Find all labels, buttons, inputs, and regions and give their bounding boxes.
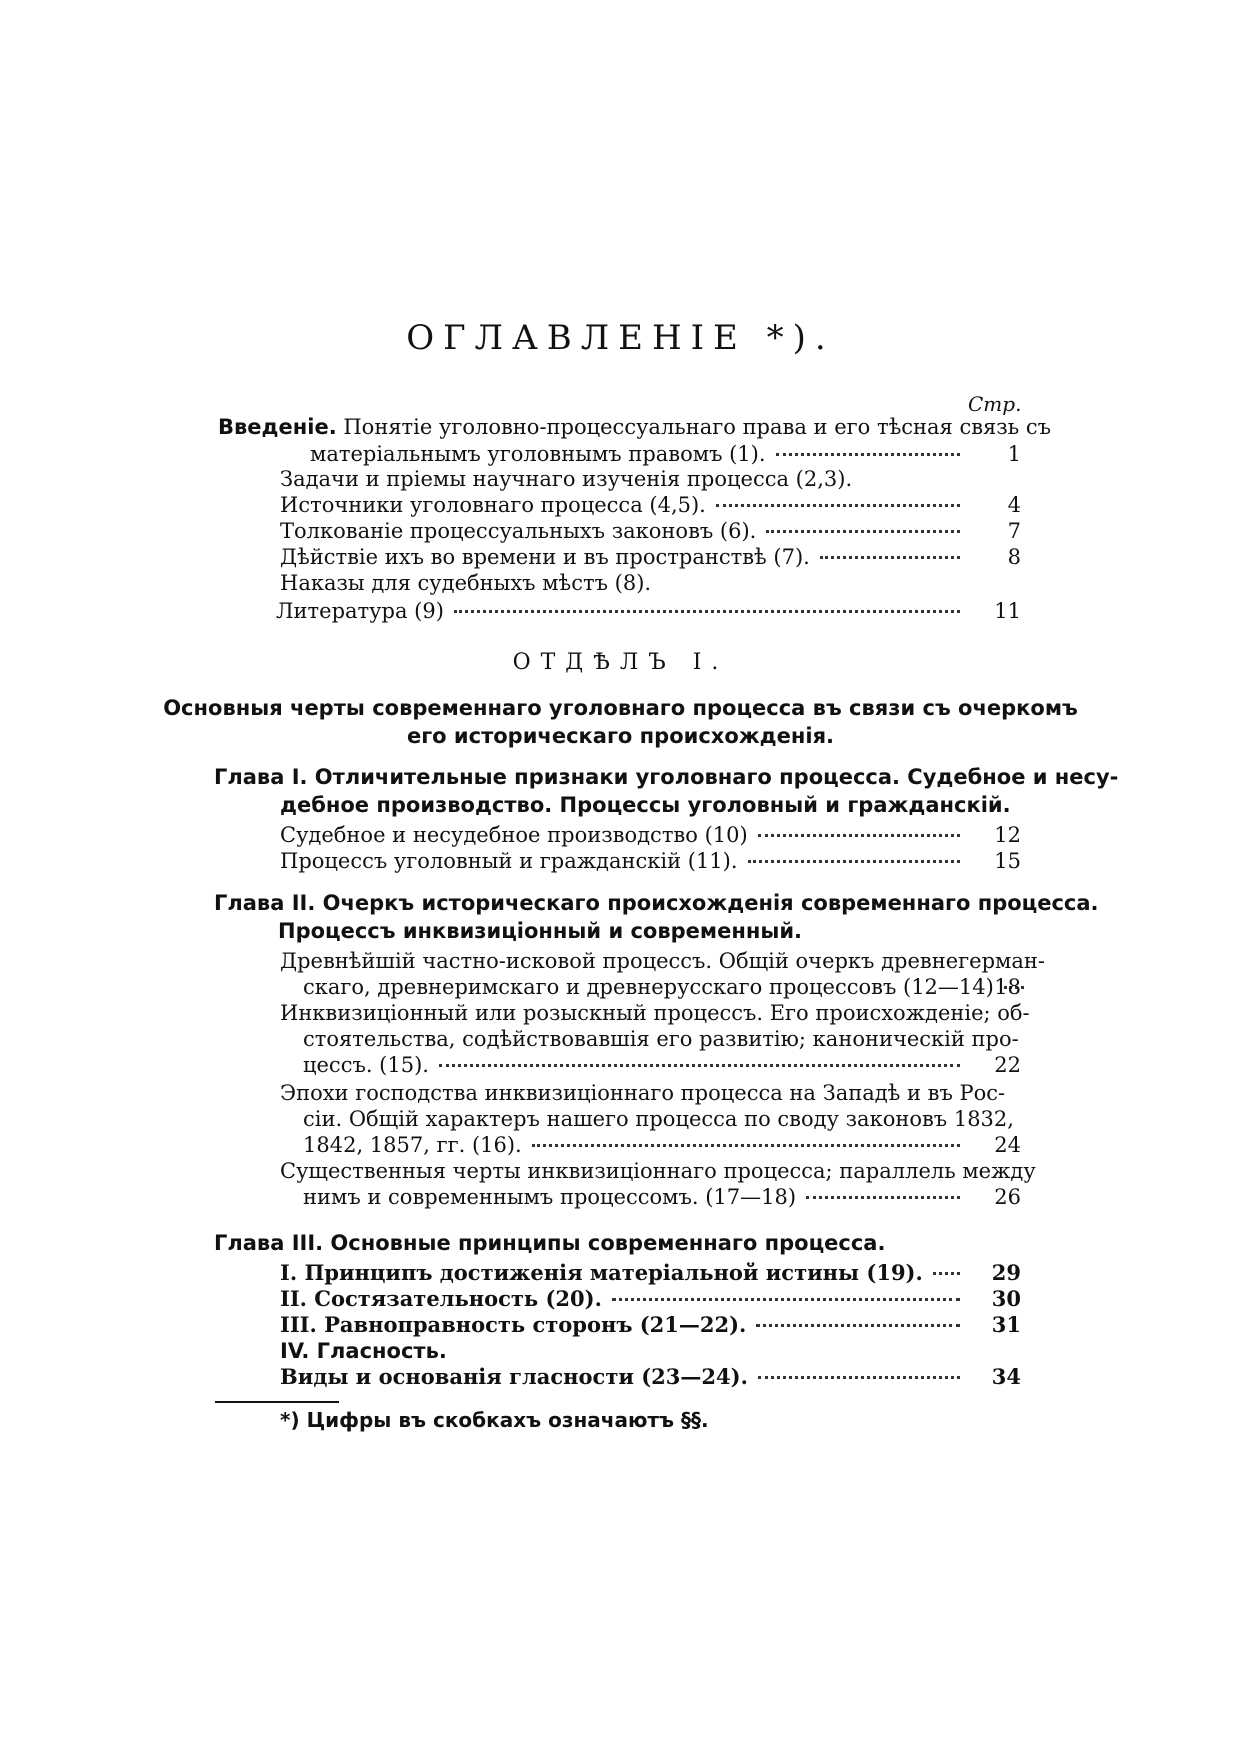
entry-page: 30 [991, 1286, 1021, 1311]
entry-text: цессъ. (15). [303, 1053, 429, 1077]
entry-page: 1 [1007, 442, 1021, 466]
entry-text: Литература (9) [276, 599, 444, 623]
toc-entry[interactable] [303, 1052, 970, 1078]
dot-leader [439, 1064, 960, 1067]
toc-entry[interactable] [310, 441, 970, 467]
toc-entry[interactable] [280, 518, 970, 544]
section-heading-2: его историческаго происхожденiя. [406, 724, 835, 748]
toc-entry-line[interactable]: Эпохи господства инквизицiоннаго процесса на Западѣ и въ Рос- [280, 1081, 1006, 1105]
entry-text: матерiальнымъ уголовнымъ правомъ (1). [310, 442, 766, 466]
entry-page: 15 [994, 849, 1021, 873]
entry-text: II. Состязательность (20). [280, 1286, 602, 1311]
toc-entry[interactable] [280, 544, 970, 570]
entry-text: I. Принципъ достиженiя матерiальной истины (19). [280, 1260, 923, 1285]
toc-entry[interactable] [280, 492, 970, 518]
toc-entry-line[interactable]: Существенныя черты инквизицiоннаго процесса; параллель между [280, 1159, 1036, 1183]
entry-text: Источники уголовнаго процесса (4,5). [280, 493, 706, 517]
entry-text: Толкованiе процессуальныхъ законовъ (6). [280, 519, 757, 543]
toc-entry[interactable] [280, 822, 970, 848]
entry-text: Дѣйствiе ихъ во времени и въ пространствѣ (7). [280, 545, 810, 569]
entry-page: 7 [1007, 519, 1021, 543]
toc-entry[interactable]: Наказы для судебныхъ мѣстъ (8). [280, 571, 652, 595]
dot-leader [748, 860, 960, 863]
intro-label: Введенiе. [218, 415, 337, 439]
dot-leader [776, 453, 960, 456]
toc-entry[interactable] [280, 1260, 970, 1286]
footnote-rule [215, 1401, 339, 1403]
dot-leader [756, 1324, 960, 1327]
toc-entry-line: сiи. Общiй характеръ нашего процесса по своду законовъ 1832, [303, 1107, 1014, 1131]
intro-line-1 [218, 414, 1051, 440]
dot-leader [758, 834, 960, 837]
dot-leader [820, 556, 960, 559]
toc-entry[interactable] [303, 1132, 970, 1158]
page-title: ОГЛАВЛЕНIЕ *). [406, 318, 835, 358]
dot-leader [532, 1144, 960, 1147]
intro-text-1: Понятiе уголовно-процессуальнаго права и его тѣсная связь съ [343, 415, 1051, 439]
entry-text: 1842, 1857, гг. (16). [303, 1133, 522, 1157]
footnote: *) Цифры въ скобкахъ означаютъ §§. [280, 1408, 709, 1432]
page-column-label: Стр. [968, 392, 1022, 416]
entry-text: Судебное и несудебное производство (10) [280, 823, 748, 847]
dot-leader [806, 1196, 960, 1199]
toc-entry[interactable] [280, 1312, 970, 1338]
entry-page: 8 [1007, 545, 1021, 569]
toc-entry[interactable] [276, 598, 970, 624]
entry-page: 34 [991, 1364, 1021, 1389]
entry-page: 22 [994, 1053, 1021, 1077]
dot-leader [612, 1298, 960, 1301]
section-heading-1: Основныя черты современнаго уголовнаго процесса въ связи съ очеркомъ [163, 696, 1078, 720]
entry-page: 24 [994, 1133, 1021, 1157]
toc-entry-line[interactable]: Инквизицiонный или розыскный процессъ. Его происхожденiе; об- [280, 1001, 1030, 1025]
entry-text: Виды и основанiя гласности (23—24). [280, 1364, 748, 1389]
chapter-1-heading-1[interactable]: Глава I. Отличительные признаки уголовнаго процесса. Судебное и несу- [214, 765, 1119, 789]
entry-text: III. Равноправность сторонъ (21—22). [280, 1312, 747, 1337]
toc-entry[interactable]: IV. Гласность. [280, 1339, 447, 1363]
toc-entry[interactable] [280, 848, 970, 874]
dot-leader [716, 504, 960, 507]
toc-entry-line[interactable]: Древнѣйшiй частно-исковой процессъ. Общiй очеркъ древнегерман- [280, 949, 1045, 973]
chapter-2-heading-1[interactable]: Глава II. Очеркъ историческаго происхожденiя современнаго процесса. [214, 891, 1099, 915]
dot-leader [454, 610, 960, 613]
entry-page: 29 [991, 1260, 1021, 1285]
chapter-3-heading[interactable]: Глава III. Основные принципы современнаго процесса. [214, 1231, 886, 1255]
entry-page: 26 [994, 1185, 1021, 1209]
toc-entry[interactable] [303, 1184, 970, 1210]
toc-entry[interactable] [303, 974, 994, 1000]
dot-leader [933, 1272, 960, 1275]
toc-entry[interactable] [280, 1286, 970, 1312]
chapter-1-heading-2: дебное производство. Процессы уголовный и гражданскiй. [280, 793, 1011, 817]
toc-entry[interactable]: Задачи и прiемы научнаго изученiя процесса (2,3). [280, 467, 853, 491]
entry-page: 12 [994, 823, 1021, 847]
entry-page: 11 [994, 599, 1021, 623]
entry-page: 31 [991, 1312, 1021, 1337]
chapter-2-heading-2: Процессъ инквизицiонный и современный. [278, 919, 803, 943]
entry-text: нимъ и современнымъ процессомъ. (17—18) [303, 1185, 797, 1209]
toc-entry[interactable] [280, 1364, 970, 1390]
entry-page: 4 [1007, 493, 1021, 517]
dot-leader [758, 1376, 960, 1379]
dot-leader [766, 530, 960, 533]
section-title: ОТДѢЛЪ I. [512, 650, 729, 675]
entry-text: Процессъ уголовный и гражданскiй (11). [280, 849, 738, 873]
entry-page: 18 [994, 975, 1021, 999]
toc-entry-line: стоятельства, содѣйствовавшiя его развитiю; каноническiй про- [303, 1027, 1019, 1051]
entry-text: скаго, древнеримскаго и древнерусскаго процессовъ (12—14) [303, 975, 994, 999]
